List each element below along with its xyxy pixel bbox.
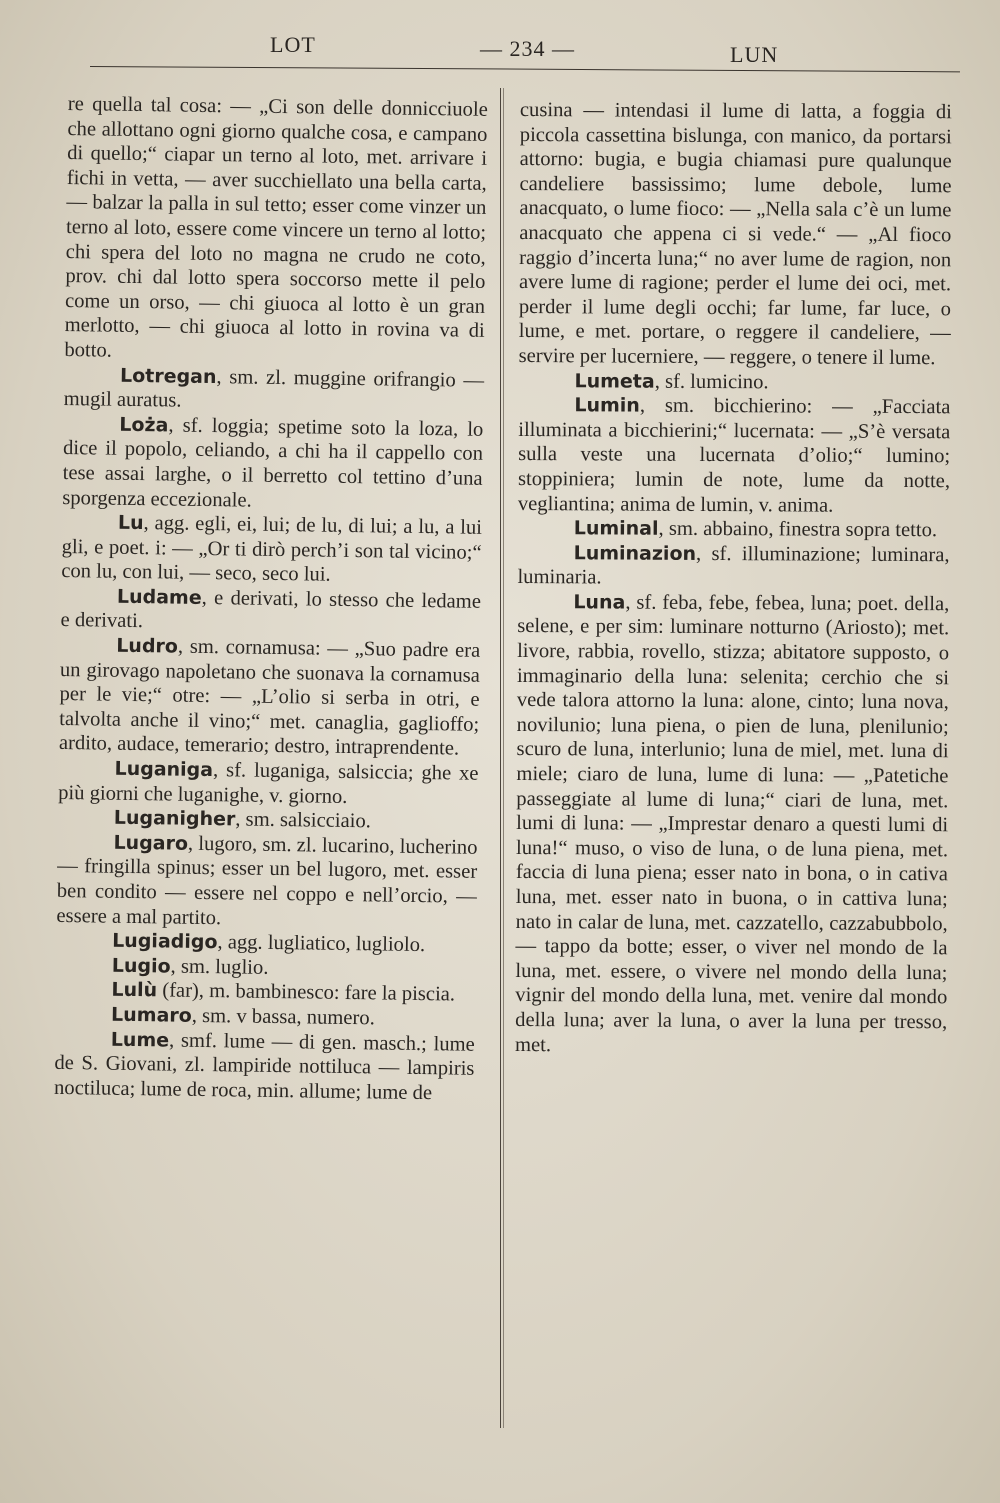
headword: Lu: [117, 511, 144, 535]
page-number: — 234 —: [480, 36, 575, 61]
left-column: [54, 92, 488, 1106]
entry-ludame: Ludame, e derivati, lo stesso che ledame e derivati.: [60, 585, 482, 633]
headword: Ludro: [116, 634, 179, 658]
column-divider: [500, 88, 501, 1428]
entry-lumin: Lumin, sm. bicchierino: — „Facciata illuminata a bicchierini;“ lucernata: — „S’è versata sulla veste una lucernata d’olio;“ lumino; stoppiniera; lumin de note, lume da notte, vegliantina; anima de lumin, v. anima.: [517, 394, 951, 517]
headword: Lotregan: [119, 364, 217, 388]
entry-lugiadigo: Lugiadigo, agg. lugliatico, lugliolo.: [111, 929, 426, 957]
entry-continuation: re quella tal cosa: — „Ci son delle donnicciuole che allottano ogni giorno qualche cosa, e campano di quello;“ ciapar un terno al loto, met. arrivare i fichi in vetta, — aver succhiellato una bella carta, — balzar la palla in sul tetto; esser come vinzer un terno al loto, essere come vincere un terno al lotto; chi spera del loto no magna ne crudo ne coto, prov. chi dal lotto spera soccorso mette il pelo come un orso, — chi giuoca al lotto è un gran merlotto, — chi giuoca al lotto in rovina va di botto.: [64, 92, 488, 362]
right-column: [515, 98, 952, 1059]
headword: Lume: [110, 1028, 170, 1052]
entry-lumaro: Lumaro, sm. v bassa, numero.: [110, 1003, 375, 1030]
headword: Loża: [119, 413, 169, 437]
entry-lugio: Lugio, sm. luglio.: [111, 954, 269, 979]
entry-luminal: Luminal, sm. abbaino, finestra sopra tetto.: [573, 517, 938, 542]
entry-lugaro: Lugaro, lugoro, sm. zl. lucarino, lucherino — fringilla spinus; esser un bel lugoro, met. esser ben condito — essere nel coppo e nell’orcio, — essere a mal partito.: [56, 831, 478, 929]
headword: Lugaro: [113, 831, 189, 855]
headword: Lugiadigo: [111, 929, 218, 954]
headword: Lulù: [111, 979, 158, 1002]
entry-lume-continuation: cusina — intendasi il lume di latta, a foggia di piccola cassettina bislunga, con manico, da portarsi attorno: bugia, e bugia chiamasi pure qualunque candeliere bassissimo; lume debole, lume anacquato, o lume fioco: — „Nella sala c’è un lume anacquato che appena ci si vede.“ — „Al fioco raggio d’incerta luna;“ no aver lume de ragion, non avere lume di ragione; perder el lume dei oci, met. perder il lume degli occhi; far lume, far luce, o lume, e met. portare, o reggere il candeliere, — servire per lucerniere, — reggere, o tenere il lume.: [518, 98, 952, 370]
headword: Lumeta: [574, 369, 655, 393]
entry-loza: Loża, sf. loggia; spetime soto la loza, lo dice il popolo, celiando, a chi ha il cappello con tese assai larghe, o il berretto col tettino d’una sporgenza eccezionale.: [62, 413, 484, 512]
headword: Luganiga: [114, 757, 214, 782]
headword: Lugio: [111, 954, 171, 978]
entry-luna: Luna, sf. feba, febe, febea, luna; poet. della, selene, e per sim: luminare notturno (Ariosto); met. livore, rabbia, rovello, stizza; abitatore supposto, o immaginario della luna: selenita; cerchio che si vede talora attorno la luna: alone, cinto; luna nova, novilunio; luna piena, o pien de luna, plenilunio; scuro de luna, interlunio; luna de miel, met. luna di miele; ciaro de luna, lume di luna: — „Patetiche passeggiate al lume di luna;“ ciari de luna, met. lumi di luna: — „Imprestar denaro a questi lumi di luna!“ muso, o viso de luna, o de luna piena, met. faccia di luna piena; esser nato in bona, o in cativa luna, met. esser nato in buona, o in cattiva luna; nato in calar de luna, met. cazzatello, cazzabubbolo, — tappo da botte; esser, o viver nel mondo de la luna, met. essere, o vivere nel mondo della luna; vignir del mondo della luna, met. venire dal mondo della luna; aver la luna, o aver la luna per tresso, met.: [514, 591, 950, 1056]
entry-luganiga: Luganiga, sf. luganiga, salsiccia; ghe xe più giorni che luganighe, v. giorno.: [58, 757, 479, 808]
entry-ludro: Ludro, sm. cornamusa: — „Suo padre era un girovago napoletano che suonava la cornamusa per le vie;“ otre: — „L’olio si serba in otri, e talvolta anche il vino;“ met. canaglia, gaglioffo; ardito, audace, temerario; destro, intraprendente.: [58, 634, 481, 760]
headword: Luganigher: [113, 806, 236, 831]
headword: Luna: [573, 591, 626, 614]
headword: Luminazion: [573, 541, 697, 565]
entry-lu: Lu, agg. egli, ei, lui; de lu, di lui; a lu, a lui gli, e poet. i: — „Or ti dirò perch’i son tal vicino;“ con lu, con lui, — seco, seco lui.: [61, 511, 483, 586]
header-left-guide-word: LOT: [270, 32, 316, 57]
headword: Ludame: [116, 585, 202, 609]
entry-lume: Lume, smf. lume — di gen. masch.; lume de S. Giovani, zl. lampiride nottiluca — lampiris noctiluca; lume de roca, min. allume; lume de: [53, 1028, 475, 1104]
entry-lumeta: Lumeta, sf. lumicino.: [574, 369, 769, 393]
headword: Lumin: [574, 394, 640, 417]
headword: Luminal: [573, 517, 659, 540]
entry-lulu: Lulù (far), m. bambinesco: fare la piscia.: [111, 979, 456, 1006]
entry-luganigher: Luganigher, sm. salsicciaio.: [113, 806, 372, 833]
header-right-guide-word: LUN: [730, 42, 779, 67]
entry-lotregan: Lotregan, sm. zl. muggine orifrangio — mugil auratus.: [63, 364, 485, 412]
entry-luminazion: Luminazion, sf. illuminazione; luminara, luminaria.: [517, 541, 950, 589]
page-header: [90, 28, 960, 67]
headword: Lumaro: [110, 1003, 192, 1027]
header-rule: [90, 66, 960, 72]
